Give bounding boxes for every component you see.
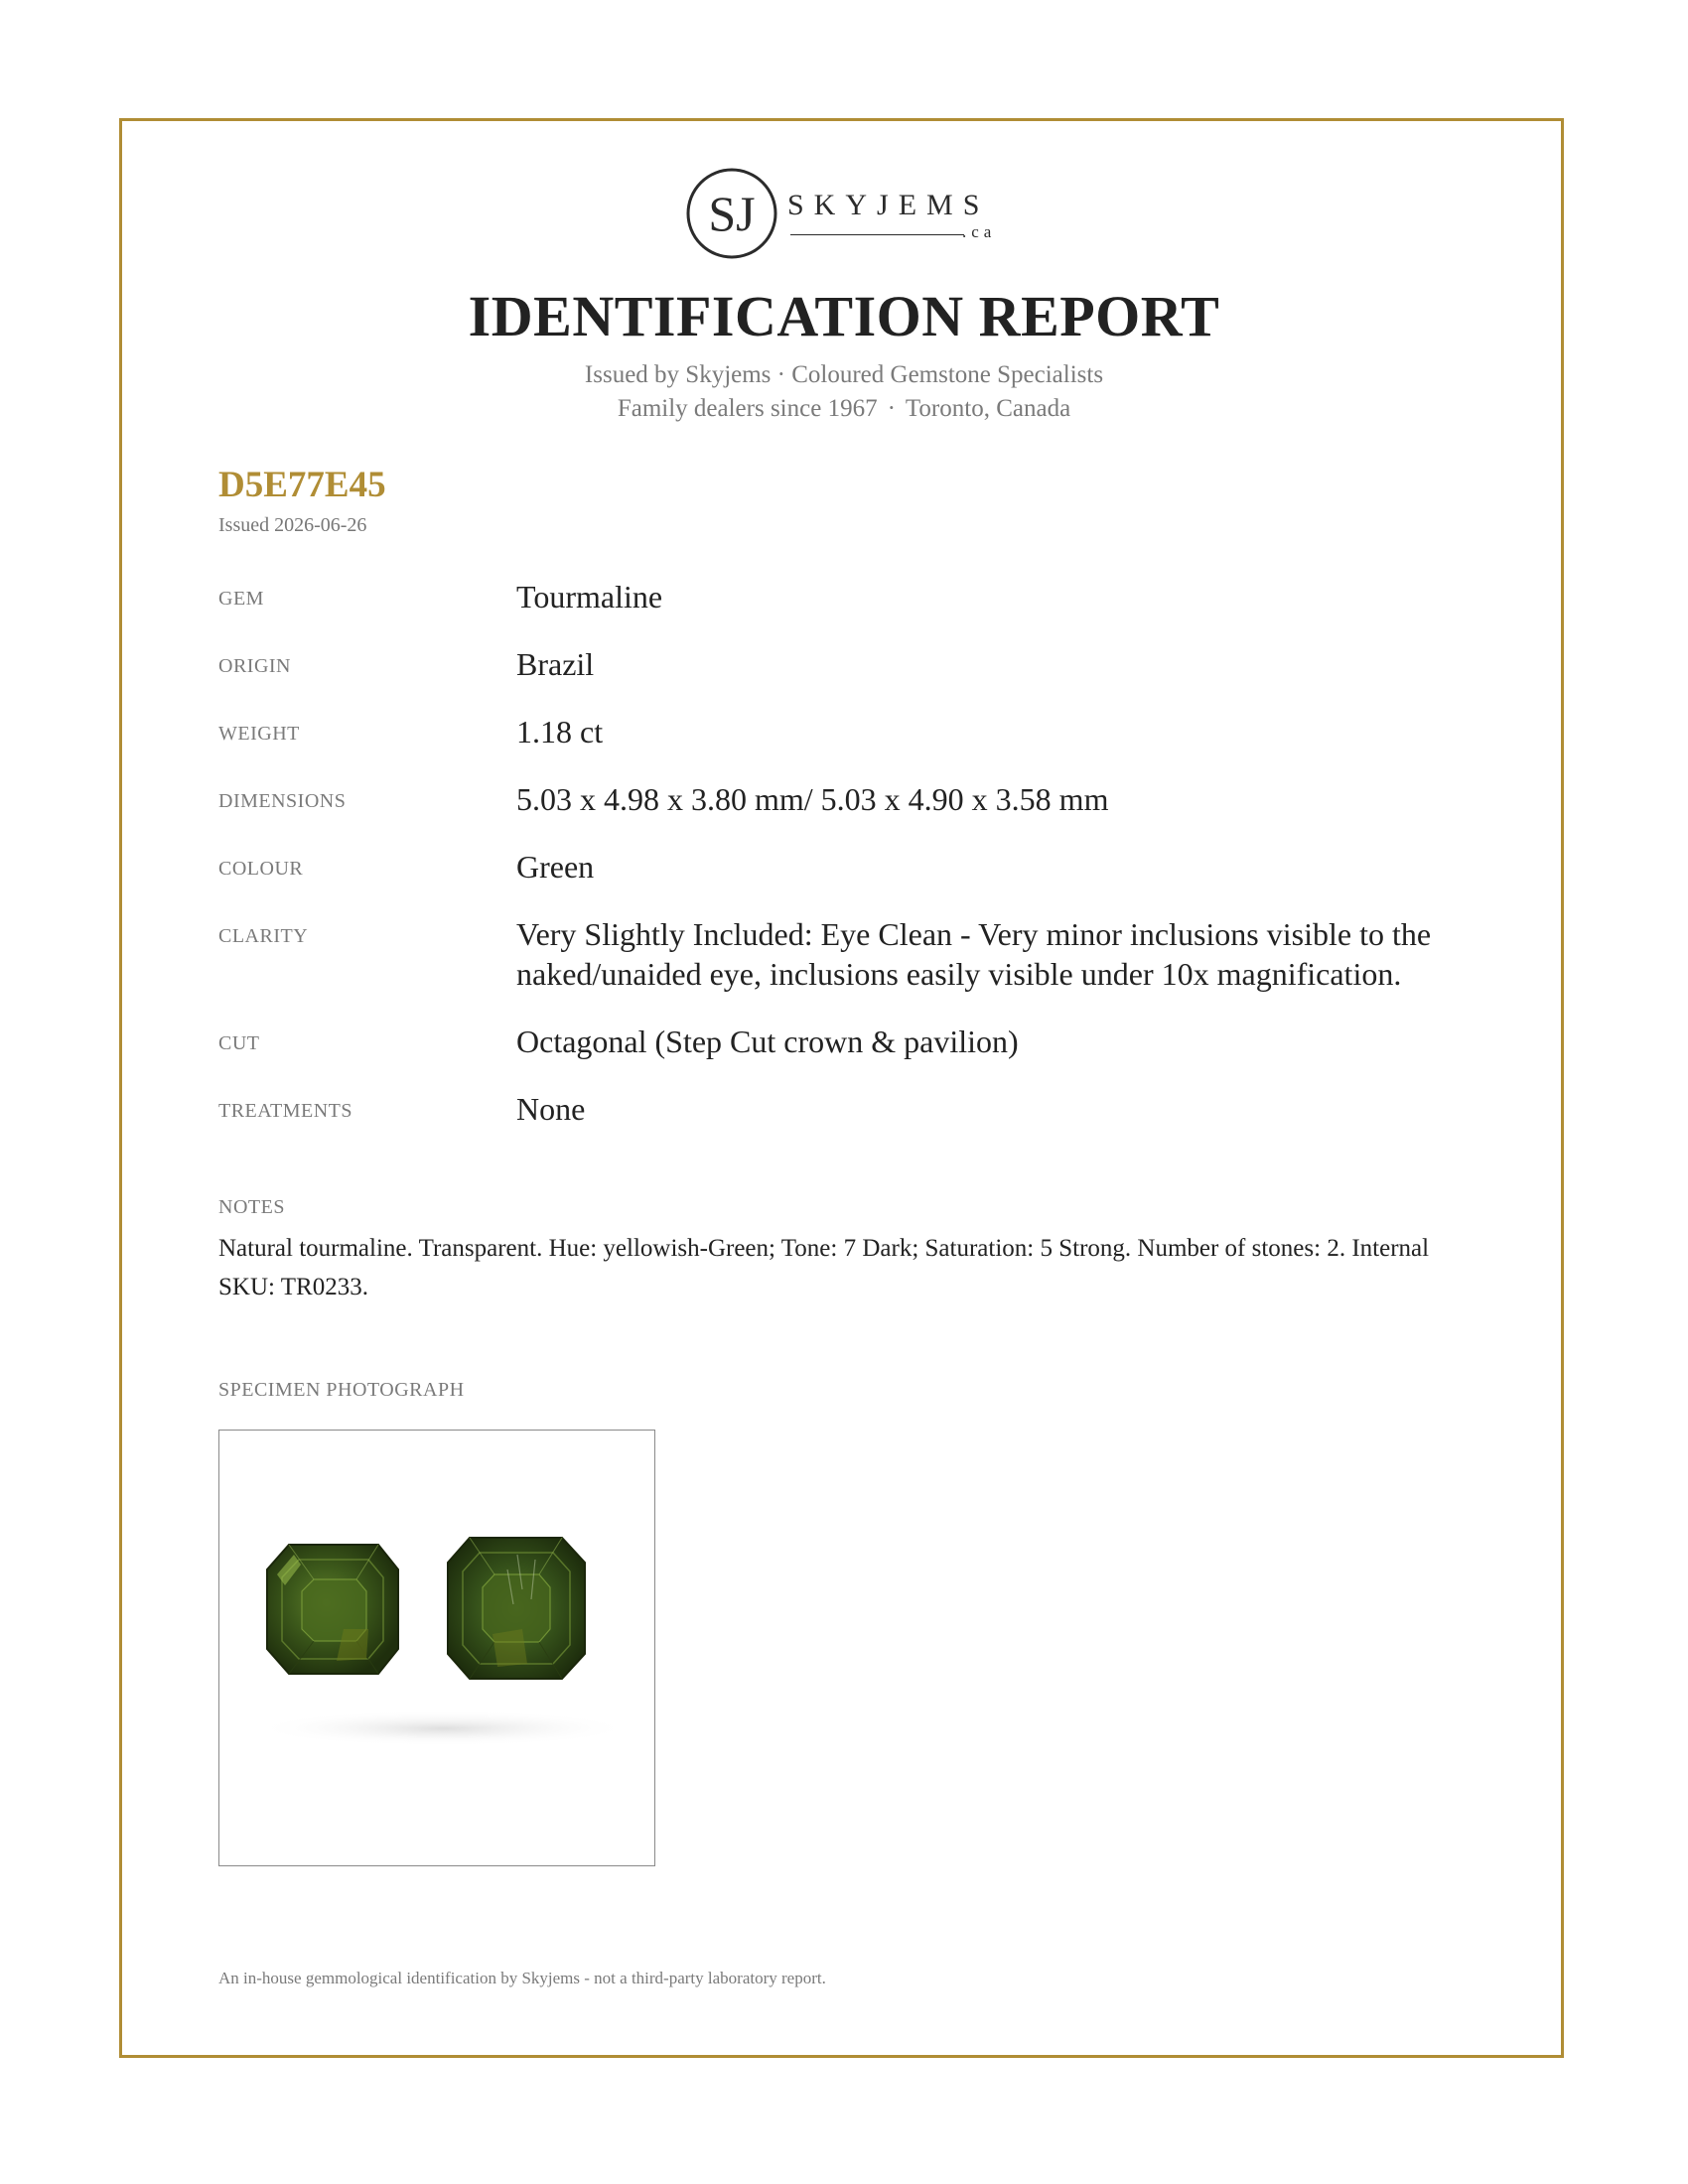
origin-label: ORIGIN — [218, 655, 291, 677]
weight-label: WEIGHT — [218, 723, 300, 745]
cut-label: CUT — [218, 1032, 260, 1054]
disclaimer-footer: An in-house gemmological identification by Skyjems - not a third-party laboratory report. — [218, 1969, 826, 1987]
issuer-line: Issued by Skyjems · Coloured Gemstone Specialists — [584, 361, 1104, 388]
sj-monogram-icon — [683, 165, 780, 262]
specimen-photograph — [218, 1430, 655, 1866]
logo-domain-suffix: .ca — [962, 222, 997, 241]
tagline-since: Family dealers since 1967 — [617, 395, 878, 422]
dimensions-value: 5.03 x 4.98 x 3.80 mm/ 5.03 x 4.90 x 3.58 mm — [516, 781, 1109, 817]
colour-value: Green — [516, 849, 595, 885]
report-id: D5E77E45 — [218, 465, 386, 505]
photo-label: SPECIMEN PHOTOGRAPH — [218, 1379, 465, 1401]
skyjems-logo — [683, 165, 1011, 262]
treatments-value: None — [516, 1091, 586, 1127]
notes-text: Natural tourmaline. Transparent. Hue: yellowish-Green; Tone: 7 Dark; Saturation: 5 Strong. Number of stones: 2. Internal SKU: TR0233. — [218, 1235, 1430, 1300]
logo-rule — [790, 234, 964, 235]
gem-value: Tourmaline — [516, 579, 663, 614]
tagline — [0, 395, 1688, 423]
tagline-location: Toronto, Canada — [905, 395, 1071, 422]
origin-value: Brazil — [516, 646, 595, 682]
cut-value: Octagonal (Step Cut crown & pavilion) — [516, 1024, 1019, 1059]
notes-label: NOTES — [218, 1196, 285, 1218]
clarity-value: Very Slightly Included: Eye Clean - Very minor inclusions visible to the naked/unaided eye, inclusions easily visible under 10x magnification. — [516, 916, 1432, 992]
gem-label: GEM — [218, 588, 264, 610]
svg-text:SJ: SJ — [708, 186, 756, 241]
issued-date: Issued 2026-06-26 — [218, 514, 367, 536]
gemstone-pair-image — [219, 1431, 655, 1866]
gemstone-left — [267, 1545, 398, 1674]
clarity-label: CLARITY — [218, 925, 309, 947]
treatments-label: TREATMENTS — [218, 1100, 352, 1122]
logo-wordmark: SKYJEMS — [787, 189, 990, 221]
report-title: IDENTIFICATION REPORT — [468, 284, 1220, 348]
gemstone-right — [448, 1538, 585, 1679]
colour-label: COLOUR — [218, 858, 304, 880]
dimensions-label: DIMENSIONS — [218, 790, 347, 812]
weight-value: 1.18 ct — [516, 714, 604, 750]
tagline-separator: · — [887, 395, 896, 422]
